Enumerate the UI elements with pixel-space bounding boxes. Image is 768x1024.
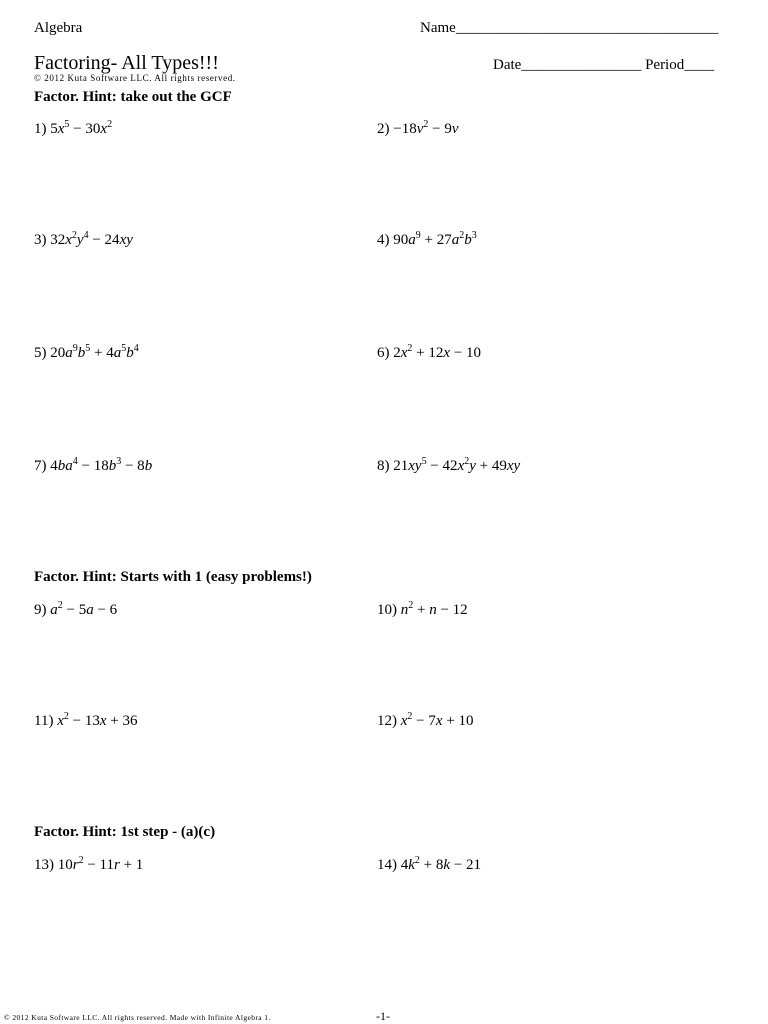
problem-expression: $n^2 + n - 12$ — [400, 600, 468, 618]
problem-7 — [34, 458, 152, 475]
problem-1 — [34, 121, 112, 138]
problem-9 — [34, 602, 117, 619]
problem-5 — [34, 345, 139, 362]
problem-number: 2) — [377, 121, 390, 137]
footer-copyright: © 2012 Kuta Software LLC. All rights reserved. Made with Infinite Algebra 1. — [4, 1013, 271, 1022]
problem-number: 11) — [34, 713, 54, 729]
problem-expression: $a^2 - 5a - 6$ — [50, 600, 118, 618]
problem-expression: $x^2 - 7x + 10$ — [400, 711, 474, 729]
problem-3 — [34, 232, 133, 249]
problem-number: 10) — [377, 602, 397, 618]
problem-2 — [377, 121, 459, 138]
worksheet-title: Factoring- All Types!!! — [34, 52, 219, 74]
problem-expression: $90a^9 + 27a^2b^3$ — [393, 230, 477, 248]
problem-14 — [377, 857, 481, 874]
name-field: Name___________________________________ — [420, 20, 719, 36]
problem-expression: $2x^2 + 12x - 10$ — [393, 343, 482, 361]
header-copyright: © 2012 Kuta Software LLC. All rights reserved. — [34, 73, 236, 83]
problem-number: 8) — [377, 458, 390, 474]
problem-number: 13) — [34, 857, 54, 873]
problem-4 — [377, 232, 477, 249]
problem-number: 5) — [34, 345, 47, 361]
problem-expression: $5x^5 - 30x^2$ — [50, 119, 113, 137]
problem-number: 9) — [34, 602, 47, 618]
problem-expression: $10r^2 - 11r + 1$ — [57, 855, 144, 873]
course-name: Algebra — [34, 20, 83, 36]
problem-8 — [377, 458, 520, 475]
problem-expression: $20a^9b^5 + 4a^5b^4$ — [50, 343, 139, 361]
problem-number: 12) — [377, 713, 397, 729]
problem-expression: $4k^2 + 8k - 21$ — [400, 855, 482, 873]
problem-10 — [377, 602, 468, 619]
problem-number: 14) — [377, 857, 397, 873]
problem-expression: $21xy^5 - 42x^2y + 49xy$ — [393, 456, 521, 474]
problem-number: 1) — [34, 121, 47, 137]
problem-11 — [34, 713, 137, 730]
problem-number: 4) — [377, 232, 390, 248]
section-heading-easy: Factor. Hint: Starts with 1 (easy problems!) — [34, 569, 312, 585]
problem-expression: $-18v^2 - 9v$ — [393, 119, 459, 137]
section-heading-ac: Factor. Hint: 1st step - (a)(c) — [34, 824, 216, 840]
problem-number: 6) — [377, 345, 390, 361]
problem-expression: $4ba^4 - 18b^3 - 8b$ — [50, 456, 153, 474]
problem-12 — [377, 713, 474, 730]
problem-expression: $x^2 - 13x + 36$ — [57, 711, 138, 729]
problem-expression: $32x^2y^4 - 24xy$ — [50, 230, 133, 248]
problem-6 — [377, 345, 481, 362]
date-period-field: Date________________ Period____ — [493, 57, 715, 73]
section-heading-gcf: Factor. Hint: take out the GCF — [34, 89, 232, 105]
page-number: -1- — [376, 1009, 390, 1023]
problem-number: 3) — [34, 232, 47, 248]
problem-13 — [34, 857, 143, 874]
problem-number: 7) — [34, 458, 47, 474]
